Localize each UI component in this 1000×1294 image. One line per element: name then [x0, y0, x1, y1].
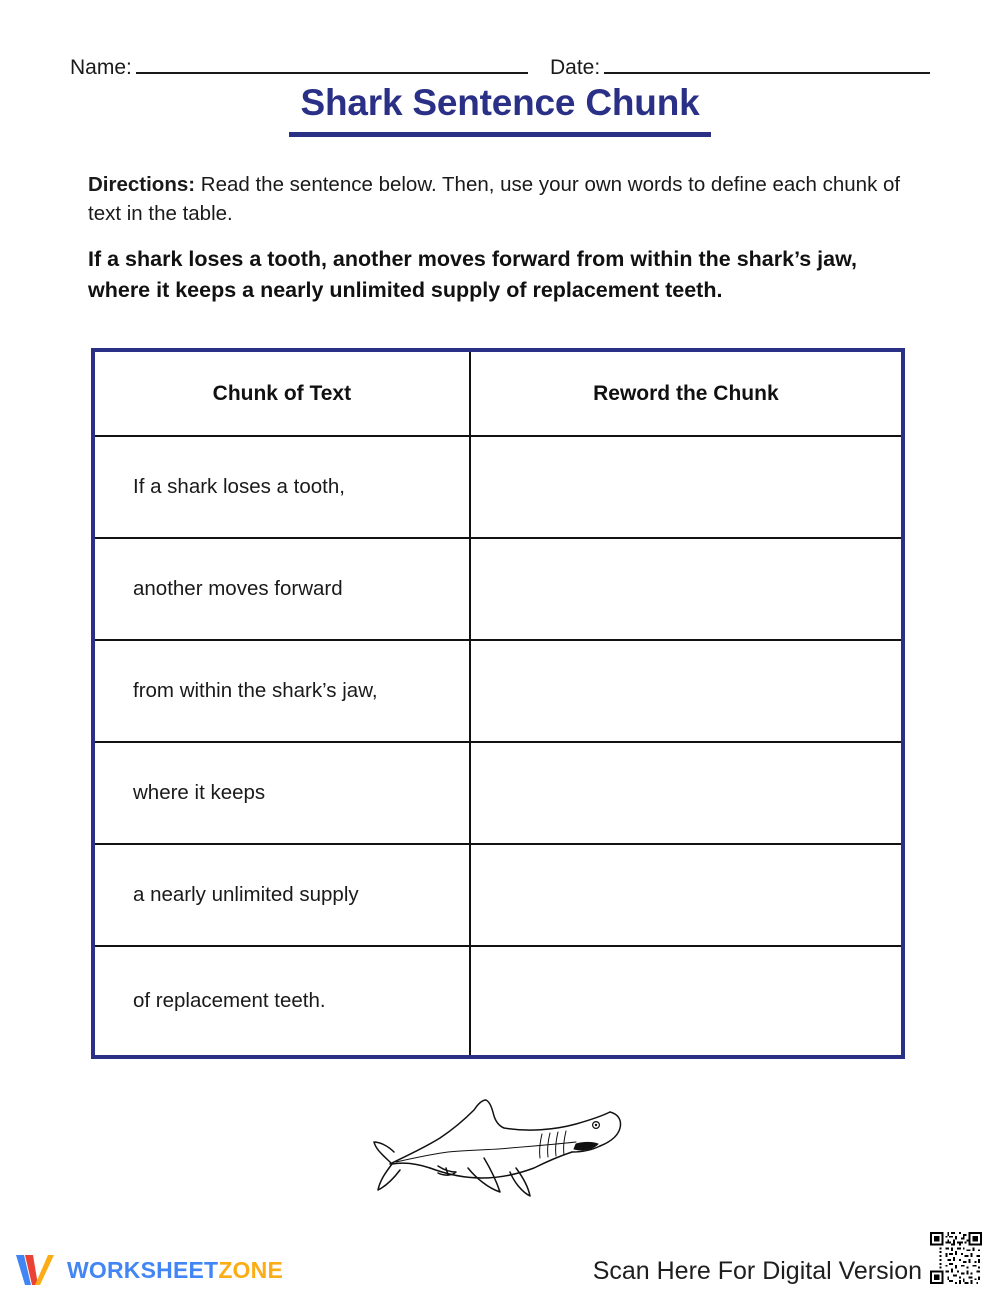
reword-answer-cell[interactable]: [470, 640, 901, 742]
chunk-cell: from within the shark’s jaw,: [95, 640, 470, 742]
name-date-row: [70, 52, 930, 80]
chunk-cell: another moves forward: [95, 538, 470, 640]
chunk-cell: If a shark loses a tooth,: [95, 436, 470, 538]
page-title: Shark Sentence Chunk: [300, 82, 700, 123]
logo-wordmark: [67, 1257, 283, 1284]
date-write-line[interactable]: [604, 52, 930, 74]
reword-answer-cell[interactable]: [470, 742, 901, 844]
chunk-cell: where it keeps: [95, 742, 470, 844]
table-row: [95, 538, 901, 640]
logo-text-zone: ZONE: [218, 1256, 284, 1283]
date-field[interactable]: [550, 52, 930, 80]
prompt-sentence: If a shark loses a tooth, another moves forward from within the shark’s jaw, where it keeps a nearly unlimited supply of replacement teeth.: [88, 247, 858, 303]
table-row: [95, 844, 901, 946]
logo-v-mark-icon: [14, 1253, 58, 1287]
reword-answer-cell[interactable]: [470, 946, 901, 1055]
title-underline: [289, 132, 711, 137]
scan-prompt-label: Scan Here For Digital Version: [592, 1257, 922, 1285]
shark-illustration: [368, 1076, 632, 1208]
qr-code-icon[interactable]: [926, 1228, 986, 1288]
reword-answer-cell[interactable]: [470, 844, 901, 946]
name-field[interactable]: [70, 52, 528, 80]
column-header-chunk: Chunk of Text: [95, 352, 470, 436]
name-label: Name:: [70, 56, 132, 79]
chunk-cell: of replacement teeth.: [95, 946, 470, 1055]
directions-text: Read the sentence below. Then, use your own words to define each chunk of text in the table.: [88, 173, 901, 226]
table-row: [95, 436, 901, 538]
title-block: [0, 84, 1000, 137]
directions-label: Directions:: [88, 173, 196, 196]
name-write-line[interactable]: [136, 52, 528, 74]
reword-answer-cell[interactable]: [470, 538, 901, 640]
chunk-table: [91, 348, 905, 1059]
column-header-reword: Reword the Chunk: [470, 352, 901, 436]
table-row: [95, 640, 901, 742]
directions-paragraph: [88, 170, 936, 228]
worksheet-zone-logo[interactable]: [14, 1250, 283, 1290]
table-header-row: [95, 352, 901, 436]
logo-text-worksheet: WORKSHEET: [67, 1256, 219, 1283]
table-row: [95, 946, 901, 1055]
date-label: Date:: [550, 56, 601, 79]
chunk-cell: a nearly unlimited supply: [95, 844, 470, 946]
reword-answer-cell[interactable]: [470, 436, 901, 538]
table-row: [95, 742, 901, 844]
